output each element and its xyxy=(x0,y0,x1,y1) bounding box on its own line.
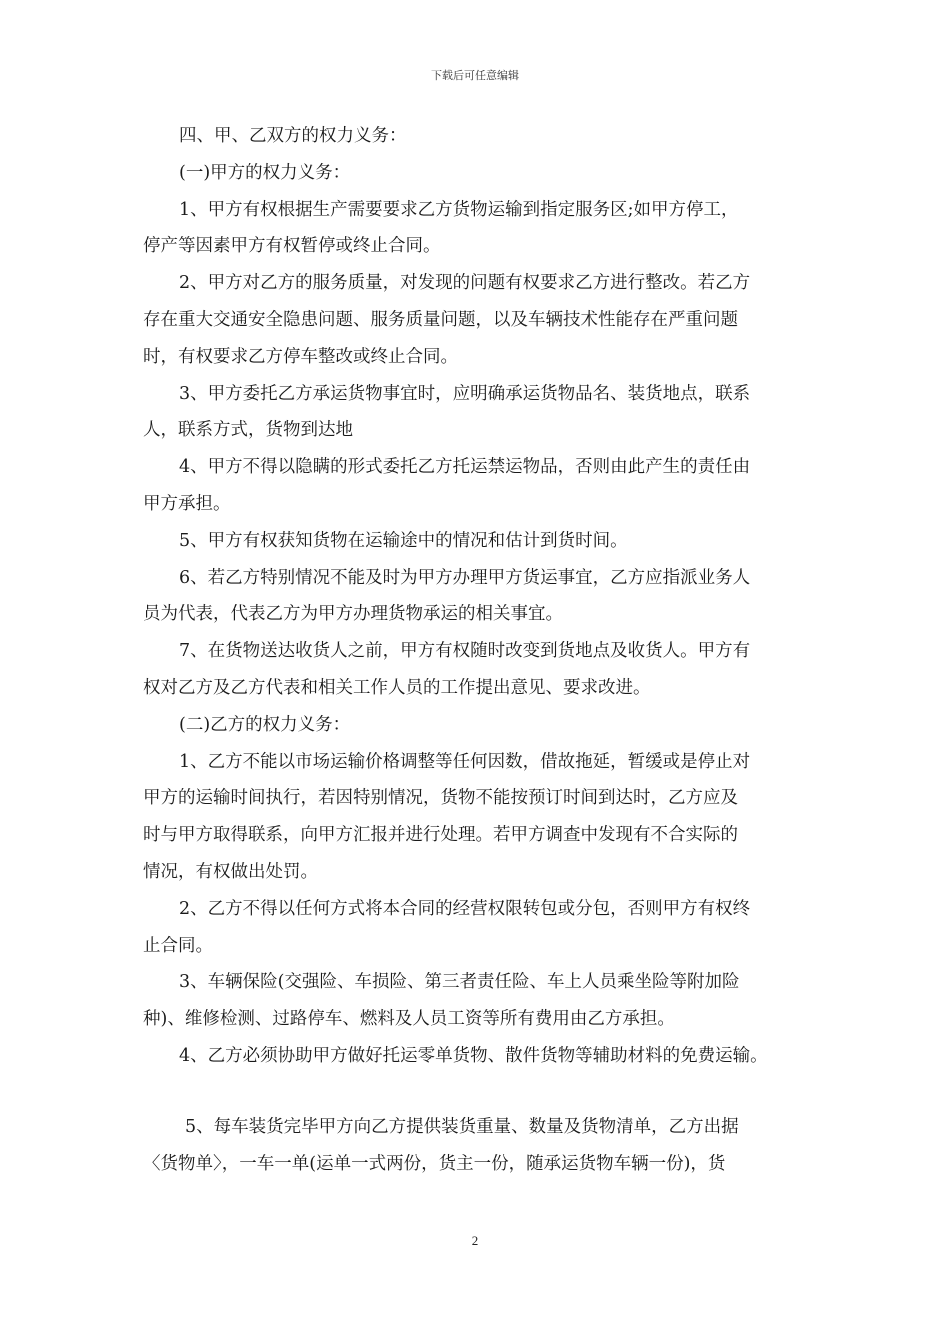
paragraph-line: 止合同。 xyxy=(143,935,213,956)
paragraph-line: 存在重大交通安全隐患问题、服务质量问题，以及车辆技术性能存在严重问题 xyxy=(143,309,738,330)
document-body xyxy=(143,118,815,1182)
paragraph-line: 停产等因素甲方有权暂停或终止合同。 xyxy=(143,236,441,257)
subsection-heading-party-b: (二)乙方的权力义务： xyxy=(179,714,351,735)
paragraph-line: 时与甲方取得联系，向甲方汇报并进行处理。若甲方调查中发现有不合实际的 xyxy=(143,825,738,846)
paragraph-line: 4、甲方不得以隐瞒的形式委托乙方托运禁运物品，否则由此产生的责任由 xyxy=(179,457,751,478)
paragraph-line: 7、在货物送达收货人之前，甲方有权随时改变到货地点及收货人。甲方有 xyxy=(179,641,751,662)
paragraph-line: 人，联系方式，货物到达地 xyxy=(143,420,353,441)
paragraph-line: 5、甲方有权获知货物在运输途中的情况和估计到货时间。 xyxy=(179,530,628,551)
paragraph-line: 甲方承担。 xyxy=(143,493,231,514)
paragraph-line: 〈货物单〉，一车一单(运单一式两份，货主一份，随承运货物车辆一份)，货 xyxy=(143,1153,726,1174)
paragraph-line: 情况，有权做出处罚。 xyxy=(143,861,318,882)
paragraph-line: 1、甲方有权根据生产需要要求乙方货物运输到指定服务区;如甲方停工， xyxy=(179,199,739,220)
paragraph-line: 时，有权要求乙方停车整改或终止合同。 xyxy=(143,346,458,367)
paragraph-line: 权对乙方及乙方代表和相关工作人员的工作提出意见、要求改进。 xyxy=(143,677,651,698)
paragraph-line: 1、乙方不能以市场运输价格调整等任何因数，借故拖延，暂缓或是停止对 xyxy=(179,751,751,772)
subsection-heading-party-a: (一)甲方的权力义务： xyxy=(179,162,351,183)
header-note: 下载后可任意编辑 xyxy=(431,69,519,82)
section-heading: 四、甲、乙双方的权力义务： xyxy=(179,126,407,146)
paragraph-line: 6、若乙方特别情况不能及时为甲方办理甲方货运事宜，乙方应指派业务人 xyxy=(179,567,751,588)
paragraph-line: 5、每车装货完毕甲方向乙方提供装货重量、数量及货物清单，乙方出据 xyxy=(185,1116,739,1137)
paragraph-gap xyxy=(143,1075,815,1109)
paragraph-line: 甲方的运输时间执行，若因特别情况，货物不能按预订时间到达时，乙方应及 xyxy=(143,788,738,809)
paragraph-line: 3、车辆保险(交强险、车损险、第三者责任险、车上人员乘坐险等附加险 xyxy=(179,972,740,993)
paragraph-line: 员为代表，代表乙方为甲方办理货物承运的相关事宜。 xyxy=(143,604,563,625)
paragraph-line: 4、乙方必须协助甲方做好托运零单货物、散件货物等辅助材料的免费运输。 xyxy=(179,1045,768,1066)
paragraph-line: 2、乙方不得以任何方式将本合同的经营权限转包或分包，否则甲方有权终 xyxy=(179,898,751,919)
paragraph-line: 种)、维修检测、过路停车、燃料及人员工资等所有费用由乙方承担。 xyxy=(143,1009,675,1030)
page-number: 2 xyxy=(471,1233,479,1248)
paragraph-line: 3、甲方委托乙方承运货物事宜时，应明确承运货物品名、装货地点，联系 xyxy=(179,383,751,404)
paragraph-line: 2、甲方对乙方的服务质量，对发现的问题有权要求乙方进行整改。若乙方 xyxy=(179,273,751,294)
